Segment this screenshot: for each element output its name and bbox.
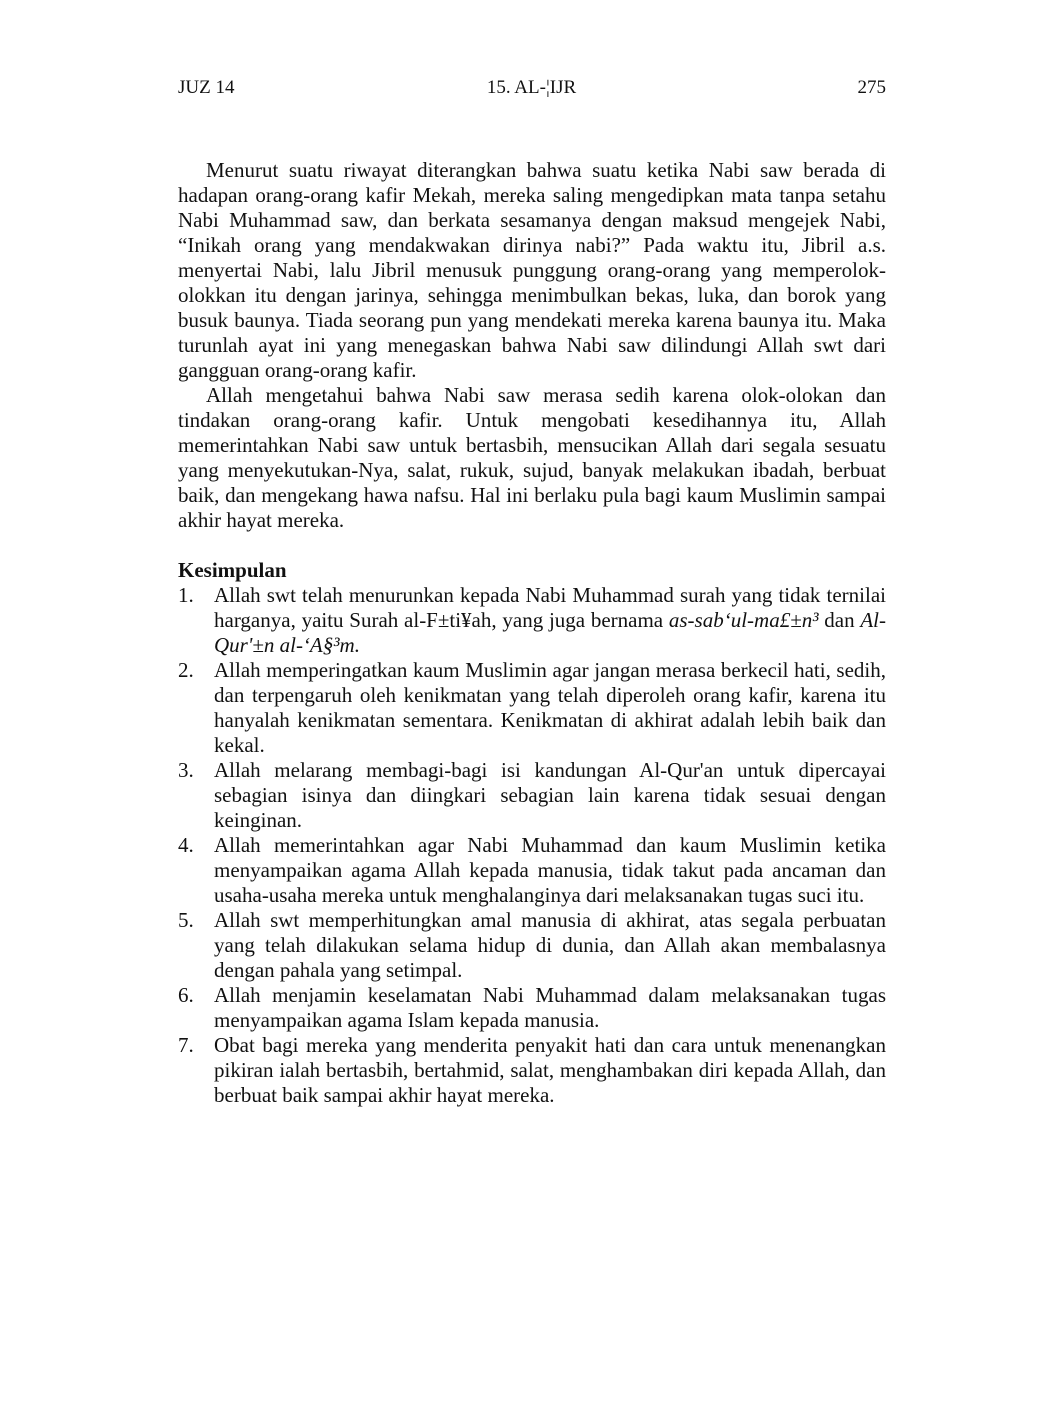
list-number: 7. xyxy=(178,1033,194,1057)
running-header-juz: JUZ 14 xyxy=(178,77,235,98)
list-item xyxy=(178,908,886,983)
page-number: 275 xyxy=(857,77,886,98)
list-text: Allah memperingatkan kaum Muslimin agar jangan merasa berkecil hati, sedih, dan terpengaruh oleh kenikmatan yang telah diperoleh orang kafir, karena itu hanyalah kenikmatan sementara. Kenikmatan di akhirat adalah lebih baik dan kekal. xyxy=(214,658,886,757)
list-text: dan xyxy=(818,608,861,632)
list-text: Allah melarang membagi-bagi isi kandungan Al-Qur'an untuk dipercayai sebagian isinya dan diingkari sebagian lain karena tidak sesuai dengan keinginan. xyxy=(214,758,886,832)
list-number: 3. xyxy=(178,758,194,782)
paragraph: Allah mengetahui bahwa Nabi saw merasa sedih karena olok-olokan dan tindakan orang-orang kafir. Untuk mengobati kesedihannya itu, Allah memerintahkan Nabi saw untuk bertasbih, mensucikan Allah dari segala sesuatu yang menyekutukan-Nya, salat, rukuk, sujud, banyak melakukan ibadah, berbuat baik, dan mengekang hawa nafsu. Hal ini berlaku pula bagi kaum Muslimin sampai akhir hayat mereka. xyxy=(178,383,886,532)
list-text: Allah menjamin keselamatan Nabi Muhammad dalam melaksanakan tugas menyampaikan agama Islam kepada manusia. xyxy=(214,983,886,1032)
list-item xyxy=(178,1033,886,1108)
list-text: Allah swt telah menurunkan kepada Nabi Muhammad surah yang tidak ternilai harganya, yaitu Surah al-F±ti¥ah, yang juga bernama xyxy=(214,583,886,632)
list-item xyxy=(178,983,886,1033)
list-text: Obat bagi mereka yang menderita penyakit hati dan cara untuk menenangkan pikiran ialah bertasbih, bertahmid, salat, menghambakan diri kepada Allah, dan berbuat baik sampai akhir hayat mereka. xyxy=(214,1033,886,1107)
running-header-surah: 15. AL-¦IJR xyxy=(486,77,577,98)
paragraph: Menurut suatu riwayat diterangkan bahwa suatu ketika Nabi saw berada di hadapan orang-orang kafir Mekah, mereka saling mengedipkan mata tanpa setahu Nabi Muhammad saw, dan berkata sesamanya dengan maksud mengejek Nabi, “Inikah orang yang mendakwakan dirinya nabi?” Pada waktu itu, Jibril a.s. menyertai Nabi, lalu Jibril menusuk punggung orang-orang yang memperolok-olokkan itu dengan jarinya, sehingga menimbulkan bekas, luka, dan borok yang busuk baunya. Tiada seorang pun yang mendekati mereka karena baunya itu. Maka turunlah ayat ini yang menegaskan bahwa Nabi saw dilindungi Allah swt dari gangguan orang-orang kafir. xyxy=(178,158,886,382)
list-item xyxy=(178,583,886,658)
list-text: Allah swt memperhitungkan amal manusia di akhirat, atas segala perbuatan yang telah dilakukan selama hidup di dunia, dan Allah akan membalasnya dengan pahala yang setimpal. xyxy=(214,908,886,982)
list-number: 5. xyxy=(178,908,194,932)
conclusion-list xyxy=(178,583,886,1108)
list-number: 4. xyxy=(178,833,194,857)
italic-term: as-sab‘ul-ma£±n³ xyxy=(668,608,819,632)
list-item xyxy=(178,758,886,833)
body-text xyxy=(178,158,886,1108)
list-number: 6. xyxy=(178,983,194,1007)
list-item xyxy=(178,833,886,908)
list-item xyxy=(178,658,886,758)
list-number: 2. xyxy=(178,658,194,682)
italic-term: Al-Qur'±n al-‘A§³m. xyxy=(214,608,886,657)
section-heading: Kesimpulan xyxy=(178,558,287,582)
list-text: Allah memerintahkan agar Nabi Muhammad dan kaum Muslimin ketika menyampaikan agama Allah kepada manusia, tidak takut pada ancaman dan usaha-usaha mereka untuk menghalanginya dari melaksanakan tugas suci itu. xyxy=(214,833,886,907)
list-number: 1. xyxy=(178,583,194,607)
